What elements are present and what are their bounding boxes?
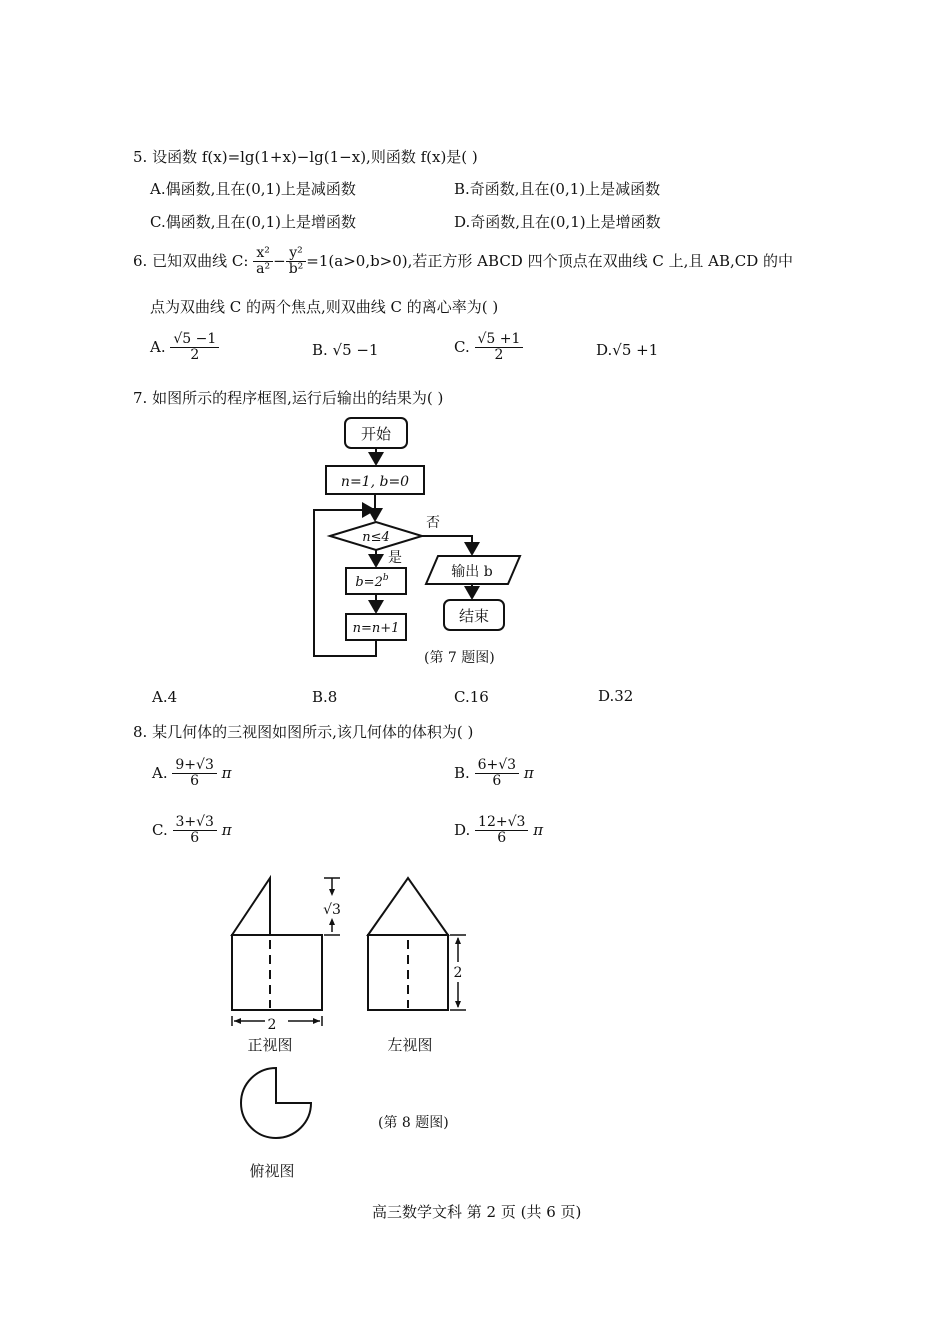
q7-option-a: A.4: [152, 688, 178, 706]
q6-stem-eq: =1(a>0,b>0),若正方形 ABCD 四个顶点在双曲线 C 上,且 AB,CD 的中: [306, 251, 794, 270]
flow-no-label: 否: [426, 515, 440, 531]
q6-option-d: D.√5 +1: [596, 341, 659, 359]
dim-bottom-label: 2: [267, 1017, 277, 1033]
dim-side-label: 2: [453, 965, 463, 981]
dim-height-label: √3: [323, 902, 341, 918]
q7-option-c: C.16: [454, 688, 489, 706]
left-view-label: 左视图: [387, 1036, 433, 1054]
q6-option-a: A. $\frac{√5 -1}{2}$: [150, 332, 219, 364]
height-dimension: [323, 878, 341, 935]
q5-option-b: B.奇函数,且在(0,1)上是减函数: [454, 180, 661, 198]
q6-stem-prefix: 6. 已知双曲线 C:: [133, 251, 249, 270]
flow-init-label: n=1, b=0: [340, 474, 410, 490]
q5-stem: 5. 设函数 f(x)=lg(1+x)−lg(1−x),则函数 f(x)是( ): [133, 148, 478, 166]
q8-three-view-figure: [210, 868, 500, 1188]
q5-option-d: D.奇函数,且在(0,1)上是增函数: [454, 213, 661, 231]
q7-stem: 7. 如图所示的程序框图,运行后输出的结果为( ): [133, 389, 444, 407]
q6-option-c: C. $\frac{√5 +1}{2}$: [454, 332, 523, 364]
q8-option-d: D. $\frac{12+√3}{6}$ π: [454, 814, 544, 847]
flow-assign-b-label: $b=2^b$: [355, 573, 389, 590]
flow-assign-n-label: n=n+1: [352, 621, 400, 636]
top-view-label: 俯视图: [249, 1162, 295, 1180]
q8-option-a: A. $\frac{9+√3}{6}$ π: [152, 757, 232, 790]
top-view: [241, 1068, 311, 1180]
q7-option-b: B.8: [312, 688, 338, 706]
q8-option-b: B. $\frac{6+√3}{6}$ π: [454, 757, 534, 790]
q6-stem-line2: 点为双曲线 C 的两个焦点,则双曲线 C 的离心率为( ): [150, 298, 499, 316]
front-view: [232, 878, 322, 1054]
q8-option-c: C. $\frac{3+√3}{6}$ π: [152, 814, 232, 847]
fig8-caption: (第 8 题图): [378, 1115, 449, 1131]
flow-yes-label: 是: [388, 550, 402, 566]
flow-caption: (第 7 题图): [424, 650, 495, 666]
front-view-label: 正视图: [247, 1036, 293, 1054]
flow-cond-label: n≤4: [362, 530, 390, 545]
flow-end-label: 结束: [458, 607, 490, 625]
q6-eq-y-fraction: $\frac{\text{y²}}{\text{b²}}$: [286, 246, 307, 278]
flow-output-label: 输出 b: [451, 564, 493, 580]
q5-option-c: C.偶函数,且在(0,1)上是增函数: [150, 213, 357, 231]
q6-stem-line1: 6. 已知双曲线 C: $\frac{\text{x²}}{\text{a²}}$ − $\frac{\text{y²}}{\text{b²}}$ =1(a>0,b>0),若正方形 ABCD 四个顶点在双曲线 C 上,且 AB,CD 的中: [133, 245, 794, 278]
flow-start-label: 开始: [360, 425, 392, 443]
q8-stem: 8. 某几何体的三视图如图所示,该几何体的体积为( ): [133, 723, 474, 741]
q6-eq-x-fraction: $\frac{\text{x²}}{\text{a²}}$: [253, 246, 273, 278]
q5-option-a: A.偶函数,且在(0,1)上是减函数: [150, 180, 356, 198]
left-view: [368, 878, 466, 1054]
page-footer: 高三数学文科 第 2 页 (共 6 页): [372, 1203, 582, 1221]
q6-option-b: B. √5 −1: [312, 341, 379, 359]
q7-flowchart: [300, 410, 550, 680]
q7-option-d: D.32: [598, 687, 634, 705]
